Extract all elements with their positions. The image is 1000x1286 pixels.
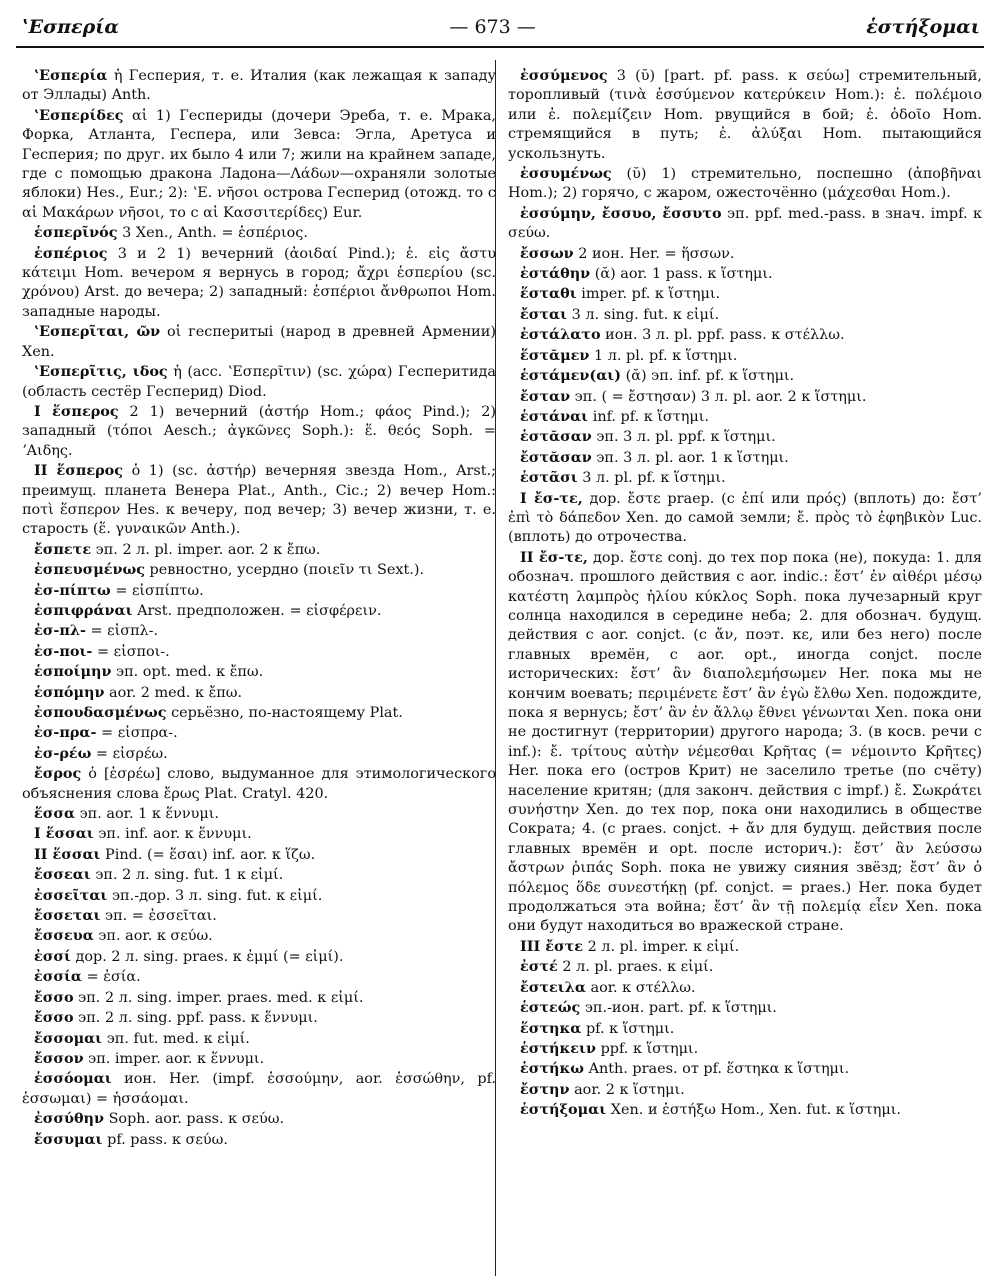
dictionary-entry <box>508 489 982 548</box>
entry-definition: Arst. предположен. = εἰσφέρειν. <box>132 602 382 619</box>
header-rule <box>16 46 984 48</box>
entry-headword: ἔσται <box>520 305 568 323</box>
entry-definition: (ᾰ) aor. 1 pass. к ἵστημι. <box>590 266 773 283</box>
entry-headword: ἔσσευα <box>34 927 94 945</box>
entry-definition: inf. pf. к ἵστημι. <box>588 408 709 425</box>
entry-definition: 3 и 2 1) вечерний (ἀοιδαί Pind.); ἑ. εἰς ἄστυ κάτειμι Hom. вечером я вернусь в город; ἄχρι ἑσπερίου (sc. χρόνου) Arst. до вечера; 2) западный: ἑσπέριοι ἄνθρωποι Hom. западные народы. <box>22 245 496 320</box>
dictionary-entry <box>22 703 496 723</box>
entry-definition: aor. к στέλλω. <box>585 979 696 996</box>
dictionary-entry <box>508 305 982 325</box>
entry-headword: ἐσσία <box>34 968 83 986</box>
right-column <box>508 66 982 1121</box>
dictionary-entry <box>22 662 496 682</box>
entry-definition: эп. opt. med. к ἔπω. <box>111 664 264 681</box>
entry-headword: ἔσσεαι <box>34 866 91 884</box>
dictionary-entry <box>508 1059 982 1079</box>
dictionary-entry <box>22 1109 496 1129</box>
entry-headword: ἐσ-πρα- <box>34 724 97 742</box>
entry-definition: ион. 3 л. pl. ppf. pass. к στέλλω. <box>600 327 845 344</box>
entry-definition: ppf. к ἵστημι. <box>596 1040 699 1057</box>
entry-headword: ἔσσο <box>34 1009 74 1027</box>
entry-definition: 3 (ῠ) [part. pf. pass. к σεύω] стремительный, торопливый (τινὰ ἐσσύμενον κατερύκειν Hom.): ἐ. πολέμοιο или ἐ. πολεμίζειν Hom. рвущийся в бой; ἐ. ὁδοῖο Hom. стремящийся в путь; ἐ. ἀλύξαι Hom. пытающийся ускользнуть. <box>508 68 982 162</box>
dictionary-entry <box>508 937 982 957</box>
entry-definition: эп.-дор. 3 л. sing. fut. к εἰμί. <box>107 887 323 904</box>
entry-headword: ʽΕσπερῖται, ῶν <box>34 323 161 341</box>
entry-headword: ἑσποίμην <box>34 663 112 681</box>
entry-definition: = εἰσπλ-. <box>85 623 159 640</box>
entry-headword: ἔσσων <box>520 244 574 262</box>
entry-definition: ὁ 1) (sc. ἀστήρ) вечерняя звезда Hom., Arst.; преимущ. планета Венера Plat., Anth., Cic.; 2) вечер Hom.: ποτὶ ἕσπερον Hes. к вечеру, под вечер; 3) вечер жизни, т. е. старость (ἕ. γυναικῶν Anth.). <box>22 463 496 538</box>
entry-headword: ἑστᾶσι <box>520 469 578 487</box>
dictionary-entry <box>508 407 982 427</box>
dictionary-entry <box>508 548 982 937</box>
dictionary-entry <box>22 947 496 967</box>
entry-definition: 3 л. pl. pf. к ἵστημι. <box>577 470 726 487</box>
dictionary-entry <box>508 366 982 386</box>
entry-definition: ἡ Гесперия, т. е. Италия (как лежащая к западу от Эллады) Anth. <box>22 68 496 104</box>
dictionary-entry <box>22 967 496 987</box>
entry-definition: эп. ( = ἔστησαν) 3 л. pl. aor. 2 к ἵστημι. <box>570 388 867 405</box>
dictionary-entry <box>508 978 982 998</box>
entry-definition: серьёзно, по-настоящему Plat. <box>166 705 403 721</box>
entry-definition: Soph. aor. pass. к σεύω. <box>104 1111 285 1128</box>
dictionary-entry <box>22 1008 496 1028</box>
entry-definition: эп. inf. aor. к ἕννυμι. <box>93 826 252 843</box>
entry-definition: эп. fut. med. к εἰμί. <box>102 1030 250 1047</box>
dictionary-entry <box>508 387 982 407</box>
entry-headword: ʽΕσπερῖτις, ιδος <box>34 363 168 381</box>
entry-headword: ἑσσόομαι <box>34 1070 112 1088</box>
entry-definition: = εἰσρέω. <box>91 745 168 762</box>
entry-definition: aor. 2 к ἵστημι. <box>569 1081 685 1098</box>
entry-headword: ἔσσυμαι <box>34 1130 103 1148</box>
entry-headword: ἔσταν <box>520 387 571 405</box>
entry-definition: 1 л. pl. pf. к ἵστημι. <box>589 347 738 364</box>
entry-definition: imper. pf. к ἵστημι. <box>576 286 721 303</box>
entry-definition: эп. aor. 1 к ἕννυμι. <box>75 806 219 823</box>
entry-headword: ἐσ-ποι- <box>34 642 93 660</box>
dictionary-entry <box>508 264 982 284</box>
dictionary-entry <box>22 402 496 461</box>
entry-headword: ἐσσί <box>34 947 71 965</box>
entry-definition: дор. ἔστε praep. (с ἐπί или πρός) (вплоть) до: ἔστ’ ἐπὶ τὸ δάπεδον Xen. до самой земли; ἔ. πρὸς τὸ ἐφηβικὸν Luc. (вплоть) до отрочества. <box>508 490 983 546</box>
dictionary-entry <box>22 683 496 703</box>
dictionary-entry <box>508 1080 982 1100</box>
entry-headword: I ἕσπερος <box>34 402 119 420</box>
dictionary-entry <box>22 1130 496 1150</box>
dictionary-entry <box>22 601 496 621</box>
dictionary-entry <box>508 957 982 977</box>
entry-headword: ἐσ-πίπτω <box>34 581 111 599</box>
dictionary-entry <box>22 865 496 885</box>
page-number: — 673 — <box>449 16 536 38</box>
entry-headword: ἔσσον <box>34 1049 84 1067</box>
entry-headword: ἔστην <box>520 1080 570 1098</box>
entry-definition: 2 ион. Her. = ἥσσων. <box>573 245 735 262</box>
entry-headword: ἐσσεῖται <box>34 886 108 904</box>
entry-definition: = εἰσπίπτω. <box>110 582 204 599</box>
entry-definition: 2 л. pl. praes. к εἰμί. <box>557 959 714 976</box>
entry-definition: дор. 2 л. sing. praes. к ἐμμί (= εἰμί). <box>70 948 344 965</box>
entry-definition: = εἰσποι-. <box>92 643 170 660</box>
dictionary-entry <box>508 448 982 468</box>
entry-definition: эп. aor. к σεύω. <box>93 928 213 945</box>
dictionary-entry <box>508 998 982 1018</box>
entry-headword: ἑστάναι <box>520 407 589 425</box>
entry-definition: эп. ppf. med.-pass. в знач. impf. к σεύω. <box>508 205 982 242</box>
entry-headword: ʽΕσπερία <box>34 67 108 84</box>
dictionary-entry <box>22 621 496 641</box>
dictionary-entry <box>22 906 496 926</box>
dictionary-entry <box>22 461 496 540</box>
dictionary-entry <box>22 560 496 580</box>
entry-definition: = ἐσία. <box>82 969 141 986</box>
entry-definition: = εἰσπρα-. <box>96 725 178 742</box>
dictionary-entry <box>22 362 496 402</box>
entry-headword: ἑστᾰσαν <box>520 428 592 446</box>
entry-definition: ὁ [ἐσρέω] слово, выдуманное для этимологического объяснения слова ἔρως Plat. Cratyl. 420. <box>22 766 496 802</box>
dictionary-entry <box>22 804 496 824</box>
entry-headword: ἕσσα <box>34 805 76 823</box>
entry-definition: эп. 2 л. sing. imper. praes. med. к εἰμί. <box>73 989 364 1006</box>
dictionary-entry <box>508 1019 982 1039</box>
entry-definition: Anth. praes. от pf. ἕστηκα к ἵστημι. <box>584 1061 850 1078</box>
entry-definition: 3 Xen., Anth. = ἑσπέριος. <box>117 225 308 242</box>
entry-headword: ἐσπευσμένως <box>34 561 145 579</box>
entry-definition: (ᾰ) эп. inf. pf. к ἵστημι. <box>621 368 795 385</box>
entry-headword: ἐστάλατο <box>520 326 601 344</box>
dictionary-entry <box>22 642 496 662</box>
entry-headword: ἑσπόμην <box>34 683 105 701</box>
entry-definition: 3 л. sing. fut. к εἰμί. <box>567 306 720 323</box>
entry-headword: ἔσσεται <box>34 907 101 925</box>
entry-definition: aor. 2 med. к ἔπω. <box>104 684 243 701</box>
dictionary-entry <box>22 744 496 764</box>
entry-definition: pf. к ἵστημι. <box>581 1020 675 1037</box>
entry-definition: (ῠ) 1) стремительно, поспешно (ἀποβῆναι Hom.); 2) горячо, с жаром, ожесточённо (μάχεσθαι Hom.). <box>508 166 982 202</box>
dictionary-entry <box>22 1029 496 1049</box>
entry-definition: αἱ 1) Геспериды (дочери Эреба, т. е. Мрака, Форка, Атланта, Геспера, или Зевса: Эгла, Аретуса и Гесперия; по друг. их было 4 или 7; жили на крайнем западе, где с помощью дракона Ладона—Λάδων—охраняли золотые яблоки) Hes., Eur.; 2): ʽΕ. νῆσοι острова Гесперид (отожд. то с αἱ Μακάρων νῆσοι, то с αἱ Κασσιτερίδες) Eur. <box>22 107 496 221</box>
entry-headword: ἑστήξομαι <box>520 1101 607 1119</box>
entry-definition: pf. pass. к σεύω. <box>102 1131 228 1148</box>
entry-headword: II ἕσπερος <box>34 462 124 480</box>
entry-headword: ἐσσυμένως <box>520 165 612 183</box>
dictionary-entry <box>22 723 496 743</box>
entry-headword: ἐσπιφράναι <box>34 601 133 619</box>
entry-headword: III ἔστε <box>520 937 583 955</box>
page-header <box>22 10 980 44</box>
dictionary-entry <box>22 581 496 601</box>
dictionary-entry <box>508 66 982 164</box>
header-left-word: ʽΕσπερία <box>22 16 120 38</box>
dictionary-entry <box>22 845 496 865</box>
entry-headword: ἔσπετε <box>34 540 92 558</box>
dictionary-entry <box>508 204 982 244</box>
dictionary-entry <box>508 1100 982 1120</box>
dictionary-entry <box>22 886 496 906</box>
entry-definition: ион. Her. (impf. ἑσσούμην, aor. ἑσσώθην, pf. ἑσσωμαι) = ἡσσάομαι. <box>22 1071 496 1107</box>
dictionary-entry <box>22 1049 496 1069</box>
entry-definition: эп. 3 л. pl. aor. 1 к ἵστημι. <box>591 449 789 466</box>
entry-headword: I ἕσσαι <box>34 825 94 843</box>
header-right-word: ἑστήξομαι <box>866 16 980 38</box>
entry-definition: эп. 2 л. pl. imper. aor. 2 к ἔπω. <box>91 541 321 558</box>
entry-headword: ἐσ-ρέω <box>34 744 92 762</box>
entry-definition: οἱ гесперитыі (народ в древней Армении) Xen. <box>22 324 496 360</box>
entry-headword: ἑσπερῖνός <box>34 224 118 242</box>
entry-headword: ἑστήκω <box>520 1060 584 1078</box>
entry-headword: ἐσ-πλ- <box>34 622 86 640</box>
entry-definition: эп. = ἐσσεῖται. <box>100 908 217 925</box>
entry-headword: ἑστάμεν(αι) <box>520 367 622 385</box>
entry-definition: ревностно, усердно (ποιεῖν τι Sext.). <box>144 562 425 579</box>
dictionary-entry <box>508 346 982 366</box>
entry-definition: эп. 3 л. pl. ppf. к ἵστημι. <box>591 429 776 446</box>
entry-headword: ἕστηκα <box>520 1019 582 1037</box>
entry-definition: Pind. (= ἕσαι) inf. aor. к ἵζω. <box>100 846 316 863</box>
entry-headword: ʽΕσπερίδες <box>34 106 124 124</box>
entry-headword: ἐστέ <box>520 958 558 976</box>
dictionary-entry <box>22 926 496 946</box>
dictionary-entry <box>22 540 496 560</box>
entry-definition: дор. ἔστε conj. до тех пор пока (не), покуда: 1. для обознач. прошлого действия с aor. indic.: ἔστ’ ἐν αἰθέρι μέσῳ κατέστη λαμπρὸς ἡλίου κύκλος Soph. пока лучезарный круг солнца находился в середине неба; 2. для обознач. будущ. действия с aor. conjct. (с ἄν, поэт. κε, или без него) после главных времён, с aor. opt., иногда conjct. после исторических: ἔστ’ ἂν διαπολεμήσωμεν Her. пока мы не кончим воевать; περιμένετε ἔστ’ ἂν ἐγὼ ἔλθω Xen. подождите, пока я вернусь; ἔστ’ ἂν ἐν ἄλλῳ ἔθνει γένωνται Xen. пока они не достигнут (территории) другого народа; 3. (в косв. речи с inf.): ἔ. τρίτους αὐτὴν νέμεσθαι Κρῆτας (= νέμοιντο Κρῆτες) Her. пока его (остров Крит) не заселило третье (по счёту) население критян; (для законч. действия с impf.) ἔ. Σωκράτει συνήστην Xen. до тех пор, пока они находились в обществе Сократа; 4. (с praes. conjct. + ἄν для будущ. действия после главных времён и opt. после историч.): ἔστ’ ἂν λεύσσω ἄστρων ῥιπάς Soph. пока не увижу сияния звёзд; ἔστ’ ἂν ὁ πόλεμος ὅδε συνεστήκῃ (pf. conjct. = praes.) Her. пока будет продолжаться эта война; ἔστ’ ἂν τῇ πολεμίᾳ εἶεν Xen. пока они будут находиться во вражеской стране. <box>508 549 982 935</box>
dictionary-entry <box>22 66 496 106</box>
entry-definition: эп. imper. aor. к ἕννυμι. <box>83 1050 265 1067</box>
dictionary-entry <box>22 764 496 804</box>
entry-definition: Xen. и ἑστήξω Hom., Xen. fut. к ἵστημι. <box>606 1102 901 1119</box>
entry-headword: ἑσπέριος <box>34 244 108 262</box>
entry-headword: ἐσσύμενος <box>520 67 608 84</box>
entry-definition: эп.-ион. part. pf. к ἵστημι. <box>580 1000 777 1017</box>
entry-headword: ἐσσύθην <box>34 1110 104 1128</box>
entry-definition: ἡ (acc. ʽΕσπερῖτιν) (sc. χώρα) Гесперитида (область сестёр Гесперид) Diod. <box>22 364 496 400</box>
entry-headword: II ἕσσαι <box>34 845 101 863</box>
dictionary-entry <box>22 223 496 243</box>
entry-headword: ἑστεώς <box>520 999 581 1017</box>
dictionary-entry <box>22 322 496 362</box>
entry-headword: ἔσσομαι <box>34 1029 103 1047</box>
dictionary-entry <box>508 284 982 304</box>
dictionary-entry <box>508 164 982 204</box>
dictionary-entry <box>22 988 496 1008</box>
dictionary-entry <box>508 325 982 345</box>
dictionary-entry <box>22 244 496 323</box>
entry-definition: 2 1) вечерний (ἀστήρ Hom.; φάος Pind.); 2) западный (τόποι Aesch.; ἀγκῶνες Soph.): ἕ. θεός Soph. = ʼΑιδης. <box>22 403 496 459</box>
dictionary-entry <box>508 427 982 447</box>
entry-definition: эп. 2 л. sing. fut. 1 к εἰμί. <box>90 867 284 884</box>
dictionary-entry <box>508 468 982 488</box>
entry-headword: ἔστᾰσαν <box>520 448 592 466</box>
dictionary-entry <box>508 1039 982 1059</box>
entry-headword: ἐσπουδασμένως <box>34 704 167 721</box>
dictionary-entry <box>22 106 496 223</box>
entry-headword: ἐστάθην <box>520 265 591 283</box>
entry-headword: ἕστᾰμεν <box>520 346 590 364</box>
dictionary-entry <box>22 824 496 844</box>
entry-headword: ἑστήκειν <box>520 1039 596 1057</box>
entry-headword: II ἔσ-τε, <box>520 548 588 566</box>
left-column <box>22 66 496 1150</box>
entry-headword: I ἔσ-τε, <box>520 489 583 507</box>
entry-headword: ἕσταθι <box>520 285 577 303</box>
entry-definition: эп. 2 л. sing. ppf. pass. к ἕννυμι. <box>73 1010 318 1027</box>
dictionary-entry <box>508 244 982 264</box>
entry-headword: ἔστειλα <box>520 978 586 996</box>
entry-headword: ἔσσο <box>34 988 74 1006</box>
entry-headword: ἔσρος <box>34 765 82 783</box>
entry-headword: ἐσσύμην, ἔσσυο, ἔσσυτο <box>520 204 722 222</box>
dictionary-entry <box>22 1069 496 1109</box>
entry-definition: 2 л. pl. imper. к εἰμί. <box>583 938 740 955</box>
